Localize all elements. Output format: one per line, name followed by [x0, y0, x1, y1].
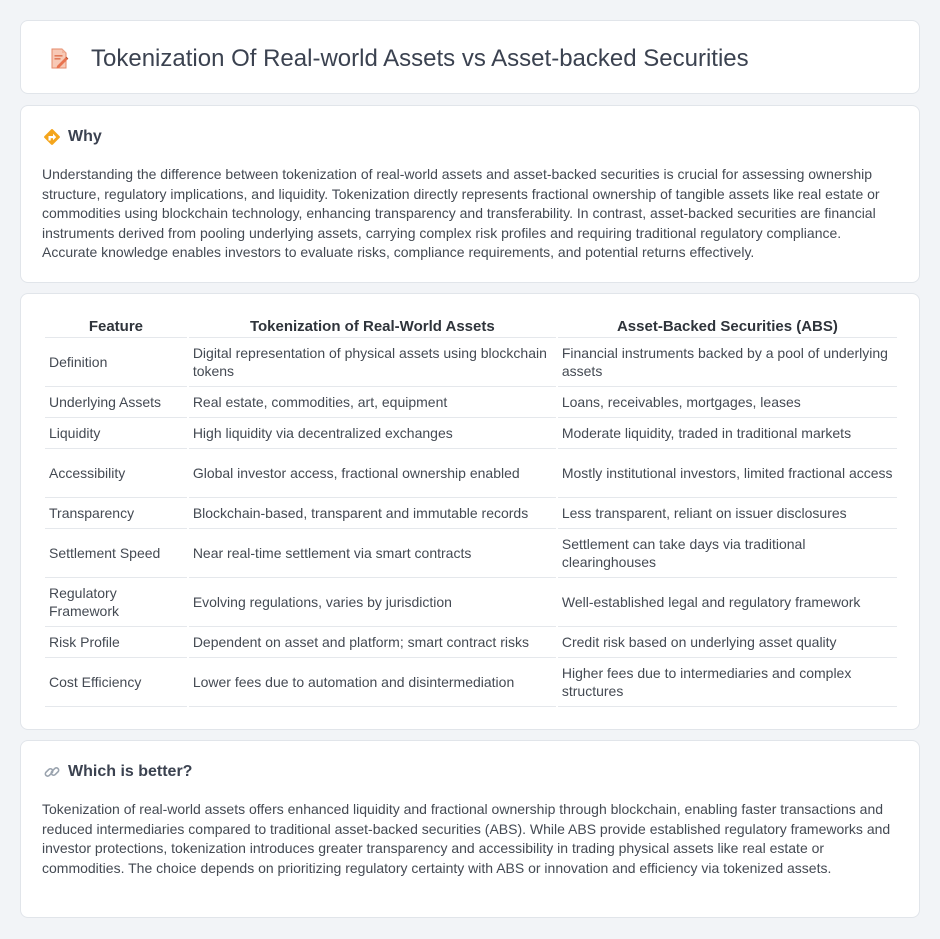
table-row [45, 658, 897, 707]
tokenization-cell: Near real-time settlement via smart contracts [189, 529, 556, 578]
abs-cell: Credit risk based on underlying asset quality [558, 627, 897, 658]
tokenization-cell: Dependent on asset and platform; smart contract risks [189, 627, 556, 658]
document-edit-icon [47, 47, 71, 71]
column-header-tokenization: Tokenization of Real-World Assets [189, 316, 556, 338]
table-header-row [45, 316, 897, 338]
tokenization-cell: Global investor access, fractional ownership enabled [189, 449, 556, 498]
header-card [20, 20, 920, 94]
feature-cell: Regulatory Framework [45, 578, 187, 627]
comparison-table-card [20, 293, 920, 730]
why-section [20, 105, 920, 283]
abs-cell: Moderate liquidity, traded in traditional markets [558, 418, 897, 449]
feature-cell: Transparency [45, 498, 187, 529]
which-is-better-section [20, 740, 920, 918]
abs-cell: Higher fees due to intermediaries and complex structures [558, 658, 897, 707]
better-heading [43, 763, 192, 781]
column-header-abs: Asset-Backed Securities (ABS) [558, 316, 897, 338]
feature-cell: Underlying Assets [45, 387, 187, 418]
abs-cell: Loans, receivables, mortgages, leases [558, 387, 897, 418]
diamond-sign-icon [43, 128, 61, 146]
feature-cell: Definition [45, 338, 187, 387]
tokenization-cell: Blockchain-based, transparent and immutable records [189, 498, 556, 529]
table-row [45, 578, 897, 627]
feature-cell: Liquidity [45, 418, 187, 449]
why-title: Why [68, 128, 102, 145]
feature-cell: Risk Profile [45, 627, 187, 658]
abs-cell: Mostly institutional investors, limited fractional access [558, 449, 897, 498]
table-row [45, 449, 897, 498]
column-header-feature: Feature [45, 316, 187, 338]
tokenization-cell: Digital representation of physical assets using blockchain tokens [189, 338, 556, 387]
better-body: Tokenization of real-world assets offers enhanced liquidity and fractional ownership through blockchain, enabling faster transactions and reduced intermediaries compared to traditional asset-backed securities (ABS). While ABS provide established regulatory frameworks and investor protections, tokenization introduces greater transparency and accessibility in trading physical assets like real estate or commodities. The choice depends on prioritizing regulatory certainty with ABS or innovation and efficiency via tokenized assets. [42, 801, 891, 876]
why-heading [43, 128, 102, 146]
table-row [45, 387, 897, 418]
abs-cell: Less transparent, reliant on issuer disclosures [558, 498, 897, 529]
why-body: Understanding the difference between tokenization of real-world assets and asset-backed securities is crucial for assessing ownership structure, regulatory implications, and liquidity. Tokenization directly represents fractional ownership of tangible assets like real estate or commodities using blockchain technology, enhancing transparency and transferability. In contrast, asset-backed securities are financial instruments derived from pooling underlying assets, carrying complex risk profiles and requiring traditional regulatory compliance. Accurate knowledge enables investors to evaluate risks, compliance requirements, and potential returns effectively. [42, 166, 880, 261]
table-row [45, 418, 897, 449]
abs-cell: Settlement can take days via traditional clearinghouses [558, 529, 897, 578]
table-row [45, 498, 897, 529]
table-row [45, 529, 897, 578]
abs-cell: Well-established legal and regulatory framework [558, 578, 897, 627]
tokenization-cell: High liquidity via decentralized exchanges [189, 418, 556, 449]
comparison-table [43, 316, 899, 707]
feature-cell: Cost Efficiency [45, 658, 187, 707]
link-icon [43, 763, 61, 781]
feature-cell: Settlement Speed [45, 529, 187, 578]
tokenization-cell: Evolving regulations, varies by jurisdiction [189, 578, 556, 627]
table-row [45, 627, 897, 658]
tokenization-cell: Real estate, commodities, art, equipment [189, 387, 556, 418]
abs-cell: Financial instruments backed by a pool of underlying assets [558, 338, 897, 387]
feature-cell: Accessibility [45, 449, 187, 498]
tokenization-cell: Lower fees due to automation and disintermediation [189, 658, 556, 707]
table-row [45, 338, 897, 387]
better-title: Which is better? [68, 763, 193, 780]
page-title: Tokenization Of Real-world Assets vs Asset-backed Securities [91, 45, 749, 72]
